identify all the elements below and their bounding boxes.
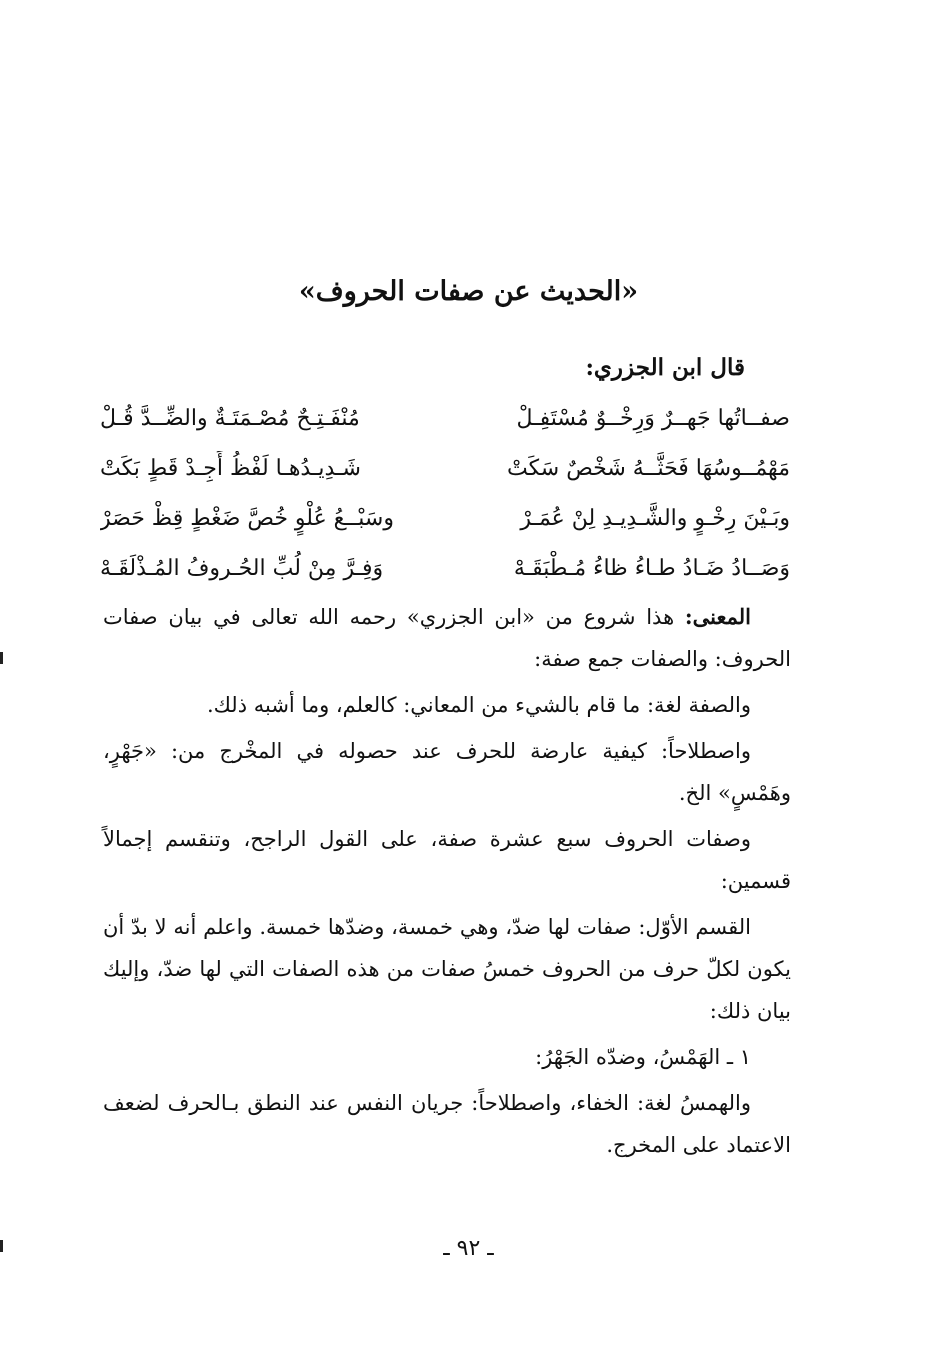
- poem-hemistich-first: مَهْمُــوسُهَا فَحَثَّــهُ شَخْصٌ سَكَتْ: [507, 456, 790, 481]
- paragraph-item-heading: ١ ـ الهَمْسُ، وضدّه الجَهْرُ:: [535, 1045, 751, 1069]
- poem-line: [100, 444, 790, 494]
- poem-hemistich-second: شَـدِيـدُهـا لَفْظُ أَجِـدْ قَطٍ بَكَتْ: [100, 456, 361, 481]
- poem-intro: قال ابن الجزري:: [585, 354, 745, 381]
- poem-hemistich-second: وَفِـرَّ مِنْ لُبِّ الحُـروفُ المُـذْلَقَـهْ: [100, 556, 384, 581]
- body-text: [103, 596, 791, 1170]
- paragraph-definition-lexical: والصفة لغة: ما قام بالشيء من المعاني: كالعلم، وما أشبه ذلك.: [206, 693, 751, 717]
- page-title: «الحديث عن صفات الحروف»: [298, 276, 639, 307]
- poem-hemistich-first: صفــاتُها جَهــرٌ وَرِخْــوٌ مُسْتَفِـلْ: [516, 406, 790, 431]
- paragraph-count: وصفات الحروف سبع عشرة صفة، على القول الراجح، وتنقسم إجمالاً قسمين:: [103, 827, 791, 893]
- page-number: ـ ٩٢ ـ: [443, 1236, 494, 1261]
- poem-line: [100, 544, 790, 594]
- poem-hemistich-second: مُنْفَـتِـحٌ مُصْـمَتَـةٌ والضِّــدَّ قُـلْ: [100, 406, 360, 431]
- poem-hemistich-first: وَصَــادُ ضَـادُ طـاءُ ظاءُ مُـطْبَقَـهْ: [513, 556, 790, 581]
- paragraph-lead: المعنى:: [684, 604, 751, 629]
- paragraph-text: هذا شروع من «ابن الجزري» رحمه الله تعالى في بيان صفات الحروف: والصفات جمع صفة:: [103, 605, 791, 671]
- paragraph-definition-technical: واصطلاحاً: كيفية عارضة للحرف عند حصوله في المخْرج من: «جَهْرٍ، وهَمْسٍ» الخ.: [103, 739, 791, 805]
- paragraph-first-section: القسم الأوّل: صفات لها ضدّ، وهي خمسة، وضدّها خمسة. واعلم أنه لا بدّ أن يكون لكلّ حرف من الحروف خمسُ صفات من هذه الصفات التي لها ضدّ، وإليك بيان ذلك:: [103, 915, 791, 1023]
- poem-line: [100, 394, 790, 444]
- poem-block: [100, 394, 790, 594]
- scan-edge-mark: [0, 652, 3, 664]
- poem-hemistich-second: وسَبْــعُ عُلْوٍ خُصَّ ضَغْطٍ قِظْ حَصَرْ: [100, 506, 394, 531]
- paragraph-hams-definition: والهمسُ لغة: الخفاء، واصطلاحاً: جريان النفس عند النطق بـالحرف لضعف الاعتماد على المخرج.: [103, 1091, 791, 1157]
- poem-hemistich-first: وبَـيْنَ رِخْـوٍ والشَّـدِيـدِ لِنْ عُمَـرْ: [520, 506, 790, 531]
- paragraph-meaning: [103, 596, 791, 680]
- poem-line: [100, 494, 790, 544]
- scan-edge-mark: [0, 1240, 3, 1252]
